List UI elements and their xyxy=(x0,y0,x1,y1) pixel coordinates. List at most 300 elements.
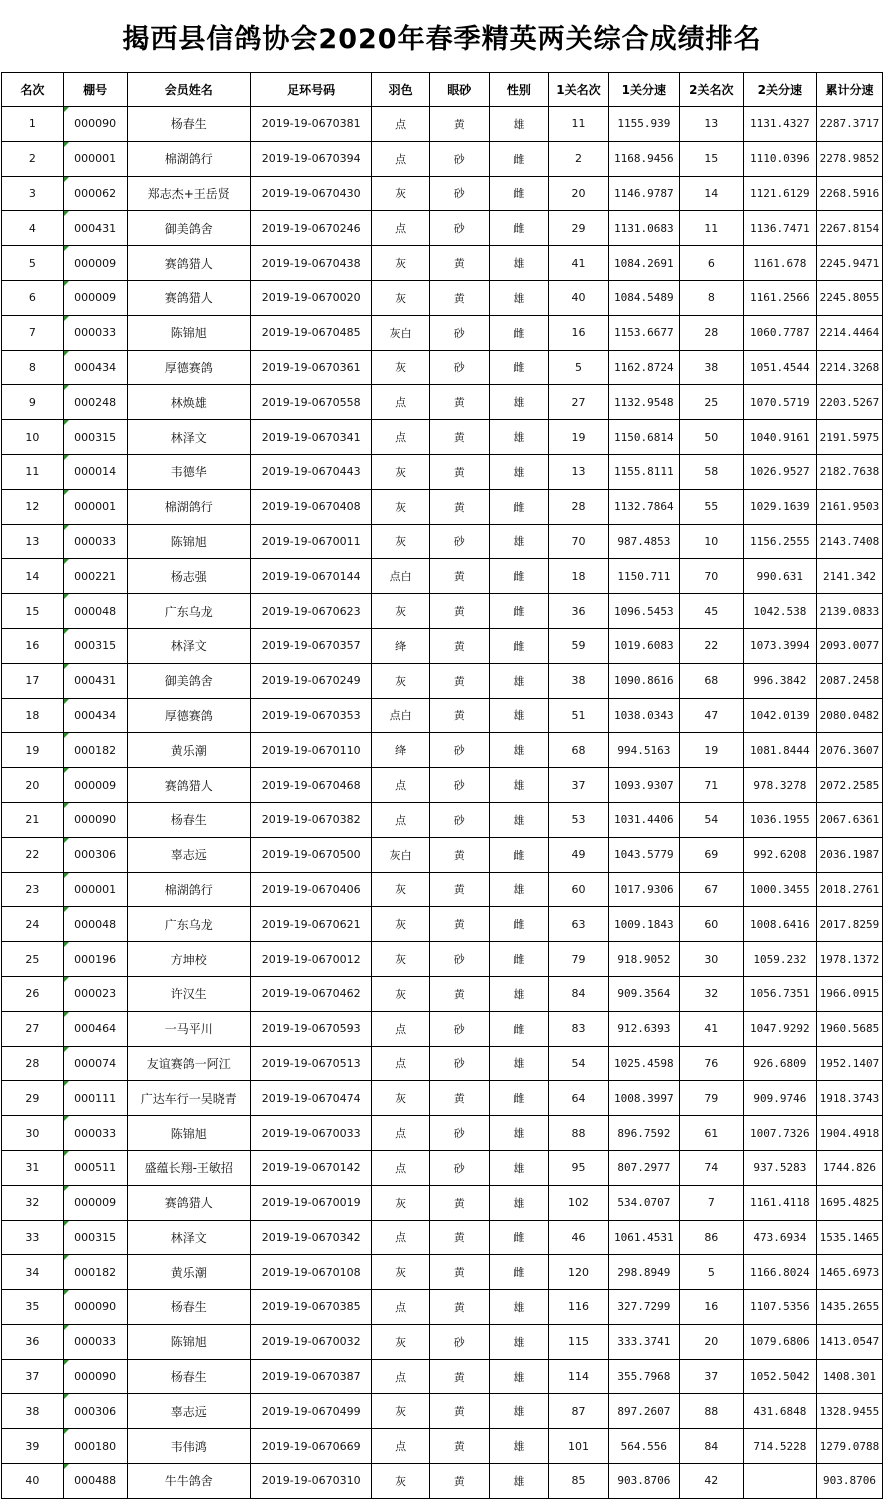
r2-speed-cell: 1029.1639 xyxy=(743,489,816,524)
eye-cell: 黄 xyxy=(429,837,489,872)
eye-cell: 砂 xyxy=(429,350,489,385)
member-cell: 陈锦旭 xyxy=(127,1116,250,1151)
eye-cell: 砂 xyxy=(429,733,489,768)
r2-rank-cell: 28 xyxy=(679,315,743,350)
total-speed-cell: 1904.4918 xyxy=(816,1116,882,1151)
table-row xyxy=(2,1116,883,1151)
ring-cell: 2019-19-0670246 xyxy=(250,211,371,246)
rank-cell: 1 xyxy=(2,107,64,142)
eye-cell: 砂 xyxy=(429,524,489,559)
r2-speed-cell: 1059.232 xyxy=(743,942,816,977)
color-cell: 灰 xyxy=(372,1185,430,1220)
eye-cell: 黄 xyxy=(429,385,489,420)
loft-cell: 000488 xyxy=(63,1464,127,1499)
col-header-total-speed: 累计分速 xyxy=(816,73,882,107)
color-cell: 点 xyxy=(372,211,430,246)
r2-rank-cell: 7 xyxy=(679,1185,743,1220)
r2-speed-cell: 1042.0139 xyxy=(743,698,816,733)
loft-cell: 000248 xyxy=(63,385,127,420)
sex-cell: 雄 xyxy=(489,1359,549,1394)
r1-rank-cell: 101 xyxy=(549,1429,609,1464)
sex-cell: 雄 xyxy=(489,1394,549,1429)
loft-cell: 000033 xyxy=(63,524,127,559)
eye-cell: 黄 xyxy=(429,1255,489,1290)
ring-cell: 2019-19-0670108 xyxy=(250,1255,371,1290)
r1-speed-cell: 1150.6814 xyxy=(608,420,679,455)
rank-cell: 8 xyxy=(2,350,64,385)
r2-rank-cell: 69 xyxy=(679,837,743,872)
page-title: 揭西县信鸽协会2020年春季精英两关综合成绩排名 xyxy=(122,23,762,55)
eye-cell: 砂 xyxy=(429,141,489,176)
sex-cell: 雄 xyxy=(489,1116,549,1151)
r1-speed-cell: 1153.6677 xyxy=(608,315,679,350)
r2-rank-cell: 22 xyxy=(679,628,743,663)
r2-rank-cell: 74 xyxy=(679,1150,743,1185)
table-row xyxy=(2,907,883,942)
r2-rank-cell: 86 xyxy=(679,1220,743,1255)
r2-rank-cell: 71 xyxy=(679,768,743,803)
r2-rank-cell: 15 xyxy=(679,141,743,176)
total-speed-cell: 1918.3743 xyxy=(816,1081,882,1116)
r2-rank-cell: 67 xyxy=(679,872,743,907)
table-row xyxy=(2,976,883,1011)
ring-cell: 2019-19-0670621 xyxy=(250,907,371,942)
color-cell: 灰 xyxy=(372,489,430,524)
color-cell: 绛 xyxy=(372,628,430,663)
rank-cell: 33 xyxy=(2,1220,64,1255)
col-header-rank: 名次 xyxy=(2,73,64,107)
loft-cell: 000306 xyxy=(63,837,127,872)
r1-rank-cell: 95 xyxy=(549,1150,609,1185)
eye-cell: 黄 xyxy=(429,559,489,594)
color-cell: 灰 xyxy=(372,1394,430,1429)
r2-speed-cell: 1161.2566 xyxy=(743,280,816,315)
member-cell: 陈锦旭 xyxy=(127,524,250,559)
table-row xyxy=(2,107,883,142)
r2-speed-cell: 473.6934 xyxy=(743,1220,816,1255)
r2-rank-cell: 42 xyxy=(679,1464,743,1499)
ring-cell: 2019-19-0670669 xyxy=(250,1429,371,1464)
loft-cell: 000090 xyxy=(63,1290,127,1325)
rank-cell: 28 xyxy=(2,1046,64,1081)
r1-speed-cell: 327.7299 xyxy=(608,1290,679,1325)
sex-cell: 雄 xyxy=(489,733,549,768)
total-speed-cell: 1279.0788 xyxy=(816,1429,882,1464)
r1-speed-cell: 1025.4598 xyxy=(608,1046,679,1081)
total-speed-cell: 1408.301 xyxy=(816,1359,882,1394)
table-row xyxy=(2,1429,883,1464)
ring-cell: 2019-19-0670341 xyxy=(250,420,371,455)
sex-cell: 雄 xyxy=(489,280,549,315)
sex-cell: 雄 xyxy=(489,872,549,907)
color-cell: 灰 xyxy=(372,524,430,559)
r1-rank-cell: 36 xyxy=(549,594,609,629)
r1-speed-cell: 1084.5489 xyxy=(608,280,679,315)
table-row xyxy=(2,315,883,350)
r1-rank-cell: 59 xyxy=(549,628,609,663)
total-speed-cell: 1966.0915 xyxy=(816,976,882,1011)
rank-cell: 27 xyxy=(2,1011,64,1046)
r1-speed-cell: 909.3564 xyxy=(608,976,679,1011)
rank-cell: 17 xyxy=(2,663,64,698)
ring-cell: 2019-19-0670513 xyxy=(250,1046,371,1081)
r2-rank-cell: 13 xyxy=(679,107,743,142)
loft-cell: 000001 xyxy=(63,872,127,907)
col-header-ring: 足环号码 xyxy=(250,73,371,107)
member-cell: 陈锦旭 xyxy=(127,1324,250,1359)
color-cell: 点 xyxy=(372,768,430,803)
table-row xyxy=(2,1464,883,1499)
r1-speed-cell: 1009.1843 xyxy=(608,907,679,942)
member-cell: 厚德赛鸽 xyxy=(127,698,250,733)
col-header-sex: 性别 xyxy=(489,73,549,107)
total-speed-cell: 1535.1465 xyxy=(816,1220,882,1255)
eye-cell: 黄 xyxy=(429,663,489,698)
ring-cell: 2019-19-0670353 xyxy=(250,698,371,733)
r1-speed-cell: 1155.939 xyxy=(608,107,679,142)
r2-rank-cell: 79 xyxy=(679,1081,743,1116)
eye-cell: 黄 xyxy=(429,420,489,455)
eye-cell: 砂 xyxy=(429,1046,489,1081)
total-speed-cell: 2161.9503 xyxy=(816,489,882,524)
r1-speed-cell: 1162.8724 xyxy=(608,350,679,385)
table-row xyxy=(2,246,883,281)
r1-rank-cell: 40 xyxy=(549,280,609,315)
color-cell: 点 xyxy=(372,107,430,142)
member-cell: 棉湖鸽行 xyxy=(127,141,250,176)
loft-cell: 000180 xyxy=(63,1429,127,1464)
r2-speed-cell: 978.3278 xyxy=(743,768,816,803)
color-cell: 点 xyxy=(372,1290,430,1325)
total-speed-cell: 2267.8154 xyxy=(816,211,882,246)
table-row xyxy=(2,176,883,211)
member-cell: 厚德赛鸽 xyxy=(127,350,250,385)
sex-cell: 雌 xyxy=(489,594,549,629)
color-cell: 灰 xyxy=(372,280,430,315)
r2-rank-cell: 58 xyxy=(679,454,743,489)
rank-cell: 32 xyxy=(2,1185,64,1220)
col-header-r2-speed: 2关分速 xyxy=(743,73,816,107)
eye-cell: 砂 xyxy=(429,211,489,246)
eye-cell: 黄 xyxy=(429,107,489,142)
ring-cell: 2019-19-0670144 xyxy=(250,559,371,594)
r1-speed-cell: 1017.9306 xyxy=(608,872,679,907)
r2-rank-cell: 8 xyxy=(679,280,743,315)
r1-speed-cell: 534.0707 xyxy=(608,1185,679,1220)
r1-rank-cell: 87 xyxy=(549,1394,609,1429)
loft-cell: 000074 xyxy=(63,1046,127,1081)
ring-cell: 2019-19-0670623 xyxy=(250,594,371,629)
table-row xyxy=(2,802,883,837)
loft-cell: 000009 xyxy=(63,1185,127,1220)
ring-cell: 2019-19-0670438 xyxy=(250,246,371,281)
table-row xyxy=(2,837,883,872)
color-cell: 点 xyxy=(372,1359,430,1394)
r1-rank-cell: 115 xyxy=(549,1324,609,1359)
sex-cell: 雄 xyxy=(489,1290,549,1325)
member-cell: 盛蕴长翔-王敏招 xyxy=(127,1150,250,1185)
member-cell: 郑志杰+王岳贤 xyxy=(127,176,250,211)
table-row xyxy=(2,489,883,524)
sex-cell: 雄 xyxy=(489,1150,549,1185)
r1-rank-cell: 51 xyxy=(549,698,609,733)
rank-cell: 39 xyxy=(2,1429,64,1464)
ring-cell: 2019-19-0670406 xyxy=(250,872,371,907)
r1-rank-cell: 27 xyxy=(549,385,609,420)
r2-speed-cell: 1036.1955 xyxy=(743,802,816,837)
sex-cell: 雌 xyxy=(489,315,549,350)
r1-rank-cell: 83 xyxy=(549,1011,609,1046)
member-cell: 林泽文 xyxy=(127,420,250,455)
member-cell: 黄乐潮 xyxy=(127,1255,250,1290)
table-row xyxy=(2,698,883,733)
r2-speed-cell: 1081.8444 xyxy=(743,733,816,768)
color-cell: 灰白 xyxy=(372,837,430,872)
sex-cell: 雌 xyxy=(489,176,549,211)
r2-rank-cell: 76 xyxy=(679,1046,743,1081)
eye-cell: 黄 xyxy=(429,1220,489,1255)
rank-cell: 29 xyxy=(2,1081,64,1116)
rank-cell: 20 xyxy=(2,768,64,803)
color-cell: 灰 xyxy=(372,1081,430,1116)
loft-cell: 000431 xyxy=(63,211,127,246)
sex-cell: 雄 xyxy=(489,1046,549,1081)
r1-speed-cell: 564.556 xyxy=(608,1429,679,1464)
loft-cell: 000090 xyxy=(63,802,127,837)
member-cell: 赛鸽猎人 xyxy=(127,1185,250,1220)
ring-cell: 2019-19-0670020 xyxy=(250,280,371,315)
r1-speed-cell: 1146.9787 xyxy=(608,176,679,211)
r2-speed-cell: 1000.3455 xyxy=(743,872,816,907)
r2-rank-cell: 14 xyxy=(679,176,743,211)
r2-speed-cell: 990.631 xyxy=(743,559,816,594)
table-row xyxy=(2,768,883,803)
color-cell: 灰白 xyxy=(372,315,430,350)
r1-rank-cell: 64 xyxy=(549,1081,609,1116)
total-speed-cell: 1695.4825 xyxy=(816,1185,882,1220)
color-cell: 灰 xyxy=(372,942,430,977)
r2-rank-cell: 70 xyxy=(679,559,743,594)
sex-cell: 雌 xyxy=(489,1220,549,1255)
table-row xyxy=(2,663,883,698)
r1-rank-cell: 70 xyxy=(549,524,609,559)
total-speed-cell: 2245.9471 xyxy=(816,246,882,281)
r1-speed-cell: 355.7968 xyxy=(608,1359,679,1394)
r2-rank-cell: 55 xyxy=(679,489,743,524)
r1-speed-cell: 987.4853 xyxy=(608,524,679,559)
eye-cell: 黄 xyxy=(429,1185,489,1220)
color-cell: 点 xyxy=(372,1429,430,1464)
r2-speed-cell: 1040.9161 xyxy=(743,420,816,455)
rank-cell: 31 xyxy=(2,1150,64,1185)
r1-rank-cell: 2 xyxy=(549,141,609,176)
total-speed-cell: 1952.1407 xyxy=(816,1046,882,1081)
r2-rank-cell: 5 xyxy=(679,1255,743,1290)
r1-speed-cell: 903.8706 xyxy=(608,1464,679,1499)
rank-cell: 4 xyxy=(2,211,64,246)
ring-cell: 2019-19-0670012 xyxy=(250,942,371,977)
r1-speed-cell: 1031.4406 xyxy=(608,802,679,837)
r1-rank-cell: 5 xyxy=(549,350,609,385)
loft-cell: 000033 xyxy=(63,315,127,350)
r2-speed-cell: 909.9746 xyxy=(743,1081,816,1116)
ring-cell: 2019-19-0670142 xyxy=(250,1150,371,1185)
rank-cell: 19 xyxy=(2,733,64,768)
loft-cell: 000033 xyxy=(63,1116,127,1151)
ring-cell: 2019-19-0670468 xyxy=(250,768,371,803)
loft-cell: 000315 xyxy=(63,628,127,663)
r2-rank-cell: 16 xyxy=(679,1290,743,1325)
r2-speed-cell: 1161.4118 xyxy=(743,1185,816,1220)
ring-cell: 2019-19-0670310 xyxy=(250,1464,371,1499)
color-cell: 点 xyxy=(372,420,430,455)
eye-cell: 砂 xyxy=(429,1150,489,1185)
total-speed-cell: 2072.2585 xyxy=(816,768,882,803)
ring-cell: 2019-19-0670408 xyxy=(250,489,371,524)
total-speed-cell: 2268.5916 xyxy=(816,176,882,211)
r1-rank-cell: 114 xyxy=(549,1359,609,1394)
col-header-r2-rank: 2关名次 xyxy=(679,73,743,107)
loft-cell: 000434 xyxy=(63,350,127,385)
ring-cell: 2019-19-0670387 xyxy=(250,1359,371,1394)
loft-cell: 000090 xyxy=(63,107,127,142)
ring-cell: 2019-19-0670110 xyxy=(250,733,371,768)
r1-speed-cell: 897.2607 xyxy=(608,1394,679,1429)
ring-cell: 2019-19-0670558 xyxy=(250,385,371,420)
loft-cell: 000182 xyxy=(63,733,127,768)
r2-speed-cell: 1056.7351 xyxy=(743,976,816,1011)
col-header-color: 羽色 xyxy=(372,73,430,107)
rank-cell: 13 xyxy=(2,524,64,559)
r2-speed-cell: 1060.7787 xyxy=(743,315,816,350)
table-row xyxy=(2,454,883,489)
r2-speed-cell xyxy=(743,1464,816,1499)
r1-rank-cell: 41 xyxy=(549,246,609,281)
rank-cell: 11 xyxy=(2,454,64,489)
ring-cell: 2019-19-0670462 xyxy=(250,976,371,1011)
ring-cell: 2019-19-0670485 xyxy=(250,315,371,350)
sex-cell: 雌 xyxy=(489,350,549,385)
color-cell: 灰 xyxy=(372,454,430,489)
col-header-r1-rank: 1关名次 xyxy=(549,73,609,107)
member-cell: 杨春生 xyxy=(127,1290,250,1325)
r2-rank-cell: 6 xyxy=(679,246,743,281)
r2-rank-cell: 10 xyxy=(679,524,743,559)
member-cell: 林泽文 xyxy=(127,628,250,663)
r1-rank-cell: 85 xyxy=(549,1464,609,1499)
table-row xyxy=(2,350,883,385)
rank-cell: 30 xyxy=(2,1116,64,1151)
rank-cell: 24 xyxy=(2,907,64,942)
r2-rank-cell: 37 xyxy=(679,1359,743,1394)
rank-cell: 6 xyxy=(2,280,64,315)
member-cell: 御美鸽舍 xyxy=(127,663,250,698)
eye-cell: 砂 xyxy=(429,802,489,837)
table-row xyxy=(2,211,883,246)
r2-rank-cell: 41 xyxy=(679,1011,743,1046)
color-cell: 灰 xyxy=(372,1255,430,1290)
eye-cell: 黄 xyxy=(429,1429,489,1464)
r2-rank-cell: 30 xyxy=(679,942,743,977)
eye-cell: 黄 xyxy=(429,1464,489,1499)
member-cell: 友谊赛鸽一阿江 xyxy=(127,1046,250,1081)
ring-cell: 2019-19-0670032 xyxy=(250,1324,371,1359)
total-speed-cell: 2087.2458 xyxy=(816,663,882,698)
rank-cell: 16 xyxy=(2,628,64,663)
color-cell: 点白 xyxy=(372,698,430,733)
sex-cell: 雄 xyxy=(489,1185,549,1220)
total-speed-cell: 2139.0833 xyxy=(816,594,882,629)
table-row xyxy=(2,1394,883,1429)
total-speed-cell: 2076.3607 xyxy=(816,733,882,768)
col-header-r1-speed: 1关分速 xyxy=(608,73,679,107)
r1-speed-cell: 918.9052 xyxy=(608,942,679,977)
eye-cell: 砂 xyxy=(429,768,489,803)
eye-cell: 黄 xyxy=(429,246,489,281)
loft-cell: 000111 xyxy=(63,1081,127,1116)
rank-cell: 14 xyxy=(2,559,64,594)
member-cell: 一马平川 xyxy=(127,1011,250,1046)
r2-speed-cell: 1008.6416 xyxy=(743,907,816,942)
r2-speed-cell: 1121.6129 xyxy=(743,176,816,211)
total-speed-cell: 2067.6361 xyxy=(816,802,882,837)
loft-cell: 000048 xyxy=(63,594,127,629)
eye-cell: 黄 xyxy=(429,489,489,524)
r2-speed-cell: 1166.8024 xyxy=(743,1255,816,1290)
r2-rank-cell: 32 xyxy=(679,976,743,1011)
rank-cell: 35 xyxy=(2,1290,64,1325)
color-cell: 点 xyxy=(372,1011,430,1046)
r2-rank-cell: 45 xyxy=(679,594,743,629)
sex-cell: 雌 xyxy=(489,141,549,176)
r2-rank-cell: 11 xyxy=(679,211,743,246)
r2-speed-cell: 1110.0396 xyxy=(743,141,816,176)
ring-cell: 2019-19-0670342 xyxy=(250,1220,371,1255)
r1-speed-cell: 896.7592 xyxy=(608,1116,679,1151)
ring-cell: 2019-19-0670381 xyxy=(250,107,371,142)
sex-cell: 雄 xyxy=(489,698,549,733)
rank-cell: 23 xyxy=(2,872,64,907)
r2-rank-cell: 54 xyxy=(679,802,743,837)
r1-rank-cell: 28 xyxy=(549,489,609,524)
r2-speed-cell: 1107.5356 xyxy=(743,1290,816,1325)
member-cell: 赛鸽猎人 xyxy=(127,768,250,803)
total-speed-cell: 2080.0482 xyxy=(816,698,882,733)
ring-cell: 2019-19-0670500 xyxy=(250,837,371,872)
r2-rank-cell: 60 xyxy=(679,907,743,942)
sex-cell: 雄 xyxy=(489,107,549,142)
loft-cell: 000014 xyxy=(63,454,127,489)
member-cell: 辜志远 xyxy=(127,837,250,872)
member-cell: 许汉生 xyxy=(127,976,250,1011)
table-row xyxy=(2,733,883,768)
ring-cell: 2019-19-0670019 xyxy=(250,1185,371,1220)
member-cell: 杨志强 xyxy=(127,559,250,594)
loft-cell: 000315 xyxy=(63,1220,127,1255)
rank-cell: 2 xyxy=(2,141,64,176)
eye-cell: 砂 xyxy=(429,315,489,350)
rank-cell: 22 xyxy=(2,837,64,872)
color-cell: 点白 xyxy=(372,559,430,594)
ring-cell: 2019-19-0670011 xyxy=(250,524,371,559)
eye-cell: 砂 xyxy=(429,1324,489,1359)
table-row xyxy=(2,872,883,907)
sex-cell: 雌 xyxy=(489,1011,549,1046)
table-row xyxy=(2,1359,883,1394)
eye-cell: 砂 xyxy=(429,942,489,977)
eye-cell: 砂 xyxy=(429,1011,489,1046)
r1-rank-cell: 54 xyxy=(549,1046,609,1081)
